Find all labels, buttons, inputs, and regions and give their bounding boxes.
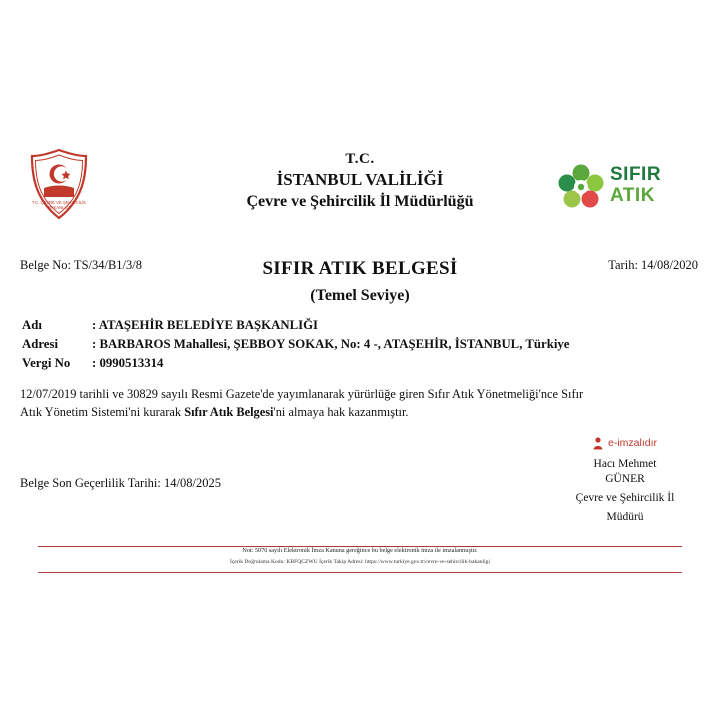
header-line-3: Çevre ve Şehircilik İl Müdürlüğü bbox=[246, 193, 474, 210]
field-value-adi: : ATAŞEHİR BELEDİYE BAŞKANLIĞI bbox=[92, 318, 319, 332]
footer-legal-note: Not: 5070 sayılı Elektronik İmza Kanuna gereğince bu belge elektronik imza ile imzalanmıştır. bbox=[242, 547, 478, 554]
logo-text-bottom: ATIK bbox=[610, 185, 655, 206]
document-date: Tarih: 14/08/2020 bbox=[608, 258, 698, 272]
field-label-vergi-no: Vergi No bbox=[22, 356, 71, 370]
signer-title-line-2: Müdürü bbox=[606, 511, 644, 523]
header-titles bbox=[180, 150, 540, 213]
document-header bbox=[0, 140, 720, 230]
signer-name-line-1: Hacı Mehmet bbox=[593, 458, 657, 470]
svg-text:T.C. ÇEVRE VE ŞEHİRCİLİK: T.C. ÇEVRE VE ŞEHİRCİLİK bbox=[31, 200, 87, 205]
paragraph-part-2: 'ni almaya hak kazanmıştır. bbox=[273, 405, 409, 419]
field-row bbox=[22, 318, 702, 333]
field-label-adresi: Adresi bbox=[22, 337, 59, 351]
logo-text-top: SIFIR bbox=[610, 164, 662, 185]
validity-date: Belge Son Geçerlilik Tarihi: 14/08/2025 bbox=[20, 476, 221, 490]
body-paragraph bbox=[20, 385, 600, 421]
e-signature-badge bbox=[545, 436, 705, 451]
field-label-adi: Adı bbox=[22, 318, 42, 332]
signer-title-line-1: Çevre ve Şehircilik İl bbox=[575, 492, 675, 504]
paragraph-part-1: 12/07/2019 tarihli ve 30829 sayılı Resmi Gazete'de yayımlanarak yürürlüğe giren Sıfır Atık Yönetmeliği'nce Sıfır Atık Yönetim Sistemi'ni kurarak bbox=[20, 387, 584, 419]
sifir-atik-logo bbox=[556, 160, 696, 216]
belge-no: Belge No: TS/34/B1/3/8 bbox=[20, 258, 142, 272]
footer-verification-note: İçerik Doğrulama Kodu: KBFQCZWU İçerik Takip Adresi: https://www.turkiye.gov.tr/cevre-ve-sehircilik-bakanligi bbox=[229, 559, 491, 565]
signature-block bbox=[545, 436, 705, 525]
header-line-1: T.C. bbox=[345, 151, 375, 167]
turkish-republic-crest-icon bbox=[26, 148, 92, 220]
footer-divider-bottom bbox=[38, 572, 682, 573]
page-subtitle: (Temel Seviye) bbox=[310, 287, 410, 304]
fields-block bbox=[22, 318, 702, 375]
paragraph-bold-phrase: Sıfır Atık Belgesi bbox=[184, 405, 274, 419]
sifir-atik-wordmark bbox=[610, 164, 661, 206]
e-signature-label: e-imzalıdır bbox=[607, 437, 657, 449]
header-line-2: İSTANBUL VALİLİĞİ bbox=[276, 170, 444, 189]
svg-text:BAKANLIĞI: BAKANLIĞI bbox=[47, 205, 71, 210]
sifir-atik-flower-icon bbox=[556, 162, 606, 212]
field-value-adresi: : BARBAROS Mahallesi, ŞEBBOY SOKAK, No: 4 -, ATAŞEHİR, İSTANBUL, Türkiye bbox=[92, 337, 570, 351]
field-value-vergi-no: : 0990513314 bbox=[92, 356, 164, 370]
page-title: SIFIR ATIK BELGESİ bbox=[262, 258, 458, 279]
field-row bbox=[22, 337, 702, 352]
field-row bbox=[22, 356, 702, 371]
e-signature-person-icon bbox=[593, 437, 603, 450]
signer-name-line-2: GÜNER bbox=[605, 473, 645, 485]
